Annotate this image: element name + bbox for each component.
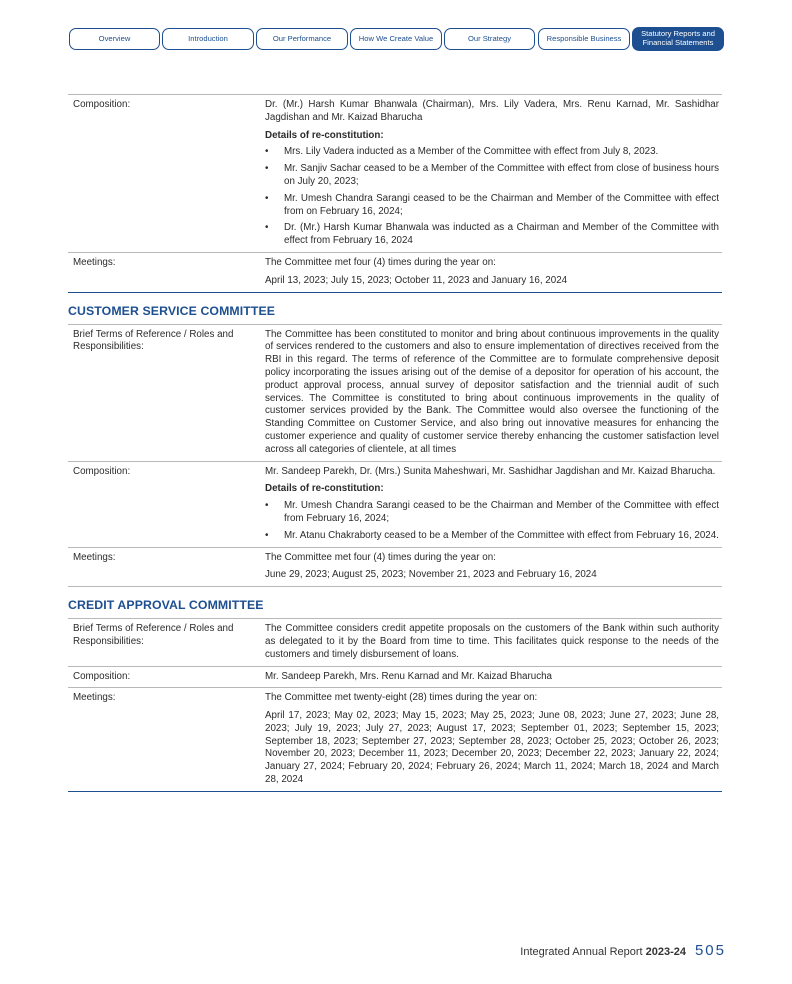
tab-label: Our Strategy bbox=[467, 33, 512, 43]
section-title-credit-approval: CREDIT APPROVAL COMMITTEE bbox=[68, 598, 264, 613]
risk-committee-table bbox=[68, 94, 722, 293]
tab-statutory-reports[interactable] bbox=[632, 27, 724, 51]
customer-service-table bbox=[68, 324, 722, 588]
meetings-cell bbox=[265, 688, 722, 792]
credit-approval-table bbox=[68, 618, 722, 792]
table-row bbox=[68, 666, 722, 688]
table-row bbox=[68, 95, 722, 253]
tab-how-we-create-value[interactable] bbox=[350, 28, 442, 50]
composition-label: Composition: bbox=[73, 670, 131, 682]
tab-overview[interactable] bbox=[69, 28, 160, 50]
meetings-dates: April 13, 2023; July 15, 2023; October 11, 2023 and January 16, 2024 bbox=[265, 274, 568, 286]
tab-label: Overview bbox=[98, 33, 131, 43]
table-row bbox=[68, 547, 722, 587]
reconstitution-heading: Details of re-constitution: bbox=[265, 483, 384, 495]
tab-our-strategy[interactable] bbox=[444, 28, 535, 50]
report-year: 2023-24 bbox=[645, 946, 686, 958]
reconstitution-list bbox=[265, 500, 719, 542]
composition-text: Mr. Sandeep Parekh, Mrs. Renu Karnad and Mr. Kaizad Bharucha bbox=[265, 670, 552, 682]
tab-responsible-business[interactable] bbox=[538, 28, 630, 50]
table-row bbox=[68, 688, 722, 792]
list-item: • Dr. (Mr.) Harsh Kumar Bhanwala was inducted as a Chairman and Member of the Committee with effect from February 16, 2024 bbox=[284, 222, 719, 248]
meetings-dates: June 29, 2023; August 25, 2023; November 21, 2023 and February 16, 2024 bbox=[265, 569, 597, 581]
tab-label: Statutory Reports and Financial Statements bbox=[641, 29, 715, 47]
reconstitution-list bbox=[265, 146, 719, 248]
tab-our-performance[interactable] bbox=[256, 28, 348, 50]
meetings-label: Meetings: bbox=[73, 692, 116, 704]
terms-label: Brief Terms of Reference / Roles and Responsibilities: bbox=[73, 328, 234, 353]
composition-cell bbox=[265, 461, 722, 547]
tab-label: How We Create Value bbox=[358, 33, 434, 43]
composition-label: Composition: bbox=[73, 99, 131, 110]
list-item: • Mr. Umesh Chandra Sarangi ceased to be the Chairman and Member of the Committee with effect from February 16, 2024; bbox=[284, 500, 719, 526]
terms-text: The Committee considers credit appetite proposals on the customers of the Bank within such authority as delegated to it by the Board from time to time. This facilitates quick response to the needs of the customers and timely disbursement of loans. bbox=[265, 623, 719, 660]
meetings-label: Meetings: bbox=[73, 551, 116, 563]
reconstitution-heading: Details of re-constitution: bbox=[265, 129, 384, 141]
table-row bbox=[68, 619, 722, 666]
terms-label: Brief Terms of Reference / Roles and Responsibilities: bbox=[73, 623, 234, 647]
table-row bbox=[68, 252, 722, 292]
tab-label: Responsible Business bbox=[546, 33, 622, 43]
list-item: • Mr. Umesh Chandra Sarangi ceased to be the Chairman and Member of the Committee with effect from on February 16, 2024; bbox=[284, 193, 719, 219]
table-row bbox=[68, 461, 722, 547]
meetings-cell bbox=[265, 547, 722, 587]
page-footer bbox=[520, 942, 726, 959]
list-item: • Mr. Sanjiv Sachar ceased to be a Member of the Committee with effect from close of business hours on July 20, 2023; bbox=[284, 163, 719, 189]
tab-label: Introduction bbox=[188, 33, 228, 43]
meetings-text: The Committee met twenty-eight (28) times during the year on: bbox=[265, 692, 538, 704]
composition-text: Mr. Sandeep Parekh, Dr. (Mrs.) Sunita Maheshwari, Mr. Sashidhar Jagdishan and Mr. Kaizad Bharucha. bbox=[265, 465, 716, 477]
composition-text: Dr. (Mr.) Harsh Kumar Bhanwala (Chairman), Mrs. Lily Vadera, Mrs. Renu Karnad, Mr. Sashidhar Jagdishan and Mr. Kaizad Bharucha bbox=[265, 99, 719, 123]
meetings-text: The Committee met four (4) times during the year on: bbox=[265, 551, 496, 563]
composition-label: Composition: bbox=[73, 465, 131, 477]
tab-label: Our Performance bbox=[272, 33, 332, 43]
terms-text: The Committee has been constituted to monitor and bring about continuous improvements in the quality of services rendered to the customers and also to ensure implementation of directives received from the RBI in this regard. The terms of reference of the Committee are to formulate comprehensive deposit policy incorporating the issues arising out of the demise of a depositor for operation of his account, the product approval process, annual survey of depositor satisfaction and the triennial audit of such services. The Committee is constituted to bring about continuous improvements in the quality of customer services provided by the Bank. The Committee would also oversee the functioning of the Standing Committee on Customer Service, and also bring out innovative measures for enhancing the customer experience and quality of customer service thereby enhancing the customer satisfaction level across all categories of clientele, at all times bbox=[265, 328, 719, 455]
list-item: • Mrs. Lily Vadera inducted as a Member of the Committee with effect from July 8, 2023. bbox=[284, 146, 719, 159]
list-item: • Mr. Atanu Chakraborty ceased to be a Member of the Committee with effect from February 16, 2024. bbox=[284, 530, 719, 543]
table-row bbox=[68, 324, 722, 461]
meetings-label: Meetings: bbox=[73, 256, 116, 268]
meetings-text: The Committee met four (4) times during the year on: bbox=[265, 256, 496, 268]
meetings-dates: April 17, 2023; May 02, 2023; May 15, 2023; May 25, 2023; June 08, 2023; June 27, 2023; June 28, 2023; July 19, 2023; July 27, 2023; August 17, 2023; September 01, 2023; September 15, 2023; September 18, 2023; September 27, 2023; September 28, 2023; October 25, 2023; October 26, 2023; November 20, 2023; December 11, 2023; December 20, 2023; December 22, 2023; January 22, 2024; January 27, 2024; February 20, 2024; February 26, 2024; March 11, 2024; March 18, 2024 and March 28, 2024 bbox=[265, 710, 719, 786]
page-content bbox=[68, 94, 722, 792]
section-title-customer-service: CUSTOMER SERVICE COMMITTEE bbox=[68, 303, 276, 318]
report-label: Integrated Annual Report bbox=[520, 946, 643, 958]
tab-introduction[interactable] bbox=[162, 28, 254, 50]
page-number: 505 bbox=[694, 942, 726, 959]
meetings-cell bbox=[265, 252, 722, 292]
composition-cell bbox=[265, 95, 722, 253]
